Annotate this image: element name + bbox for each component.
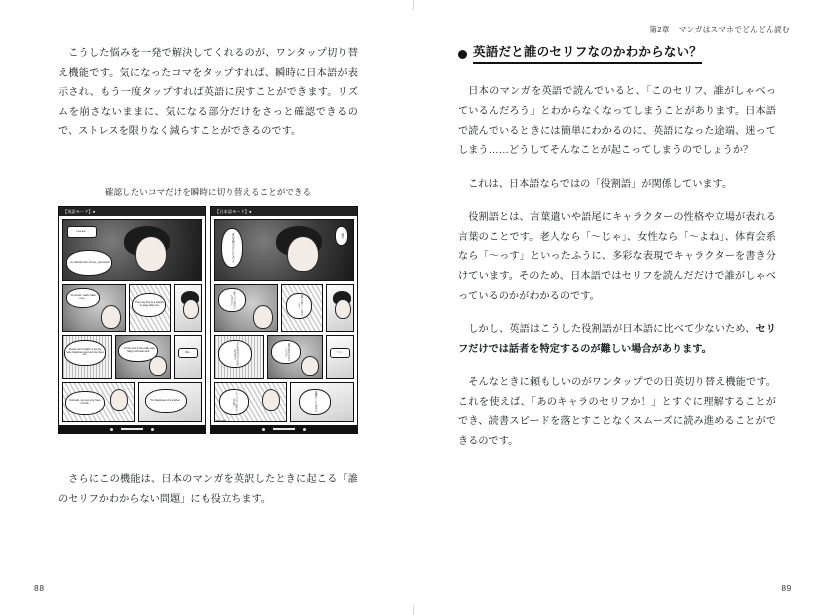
manga-comparison <box>58 206 358 434</box>
manga-panel <box>214 284 278 332</box>
paragraph: 日本のマンガを英語で読んでいると、「このセリフ、誰がしゃべっているんだろう」とわからなくなってしまうことがあります。日本語で読んでいるときには簡単にわかるのに、英語になった途端、迷ってしまう……どうしてそんなことが起こってしまうのでしょうか？ <box>458 86 776 157</box>
phone-foot-label: Lies are… <box>214 419 230 423</box>
speech-bubble: ふつうは一度きりの人生 <box>219 389 249 415</box>
manga-panel <box>267 335 323 379</box>
speech-bubble: 私だって幸せになりたい <box>218 288 246 312</box>
paragraph: さらにこの機能は、日本のマンガを英訳したときに起こる「誰のセリフかわからない問題」にも役立ちます。 <box>58 474 358 505</box>
speech-bubble: You know I really make love... <box>66 288 100 308</box>
phone-status-label-japanese: 【日本語モード】● <box>215 208 252 214</box>
speech-bubble: 彼女が幸せならいいのに <box>271 340 301 364</box>
manga-panel <box>138 382 202 422</box>
phone-status-bar-japanese <box>211 207 357 216</box>
speech-bubble: ...an ultimate form of love, you know? <box>66 250 112 276</box>
manga-panel <box>214 382 287 422</box>
phone-english-mode <box>58 206 206 434</box>
running-header-title: マンガはスマホでどんどん読む <box>678 25 790 34</box>
speech-bubble: 愛の究極のかたちなのよ <box>221 228 243 268</box>
speech-bubble: People don't realise it, but we have happiness and our own lives too. <box>64 340 106 366</box>
manga-panel <box>62 335 112 379</box>
manga-panel <box>326 335 354 379</box>
speech-bubble: They say they're a happily on page after just. <box>132 293 166 317</box>
left-page-text-column-lower <box>58 470 358 523</box>
manga-figure <box>58 186 358 434</box>
phone-nav-bar-japanese <box>211 425 357 433</box>
running-header-chapter: 第2章 <box>649 25 670 34</box>
right-page <box>413 0 826 615</box>
manga-panels-japanese <box>211 216 357 425</box>
paragraph-with-emphasis <box>458 320 776 359</box>
manga-panel <box>281 284 323 332</box>
phone-japanese-mode <box>210 206 358 434</box>
paragraph-lead: しかし、英語はこうした役割語が日本語に比べて少ないため、 <box>468 324 756 336</box>
phone-nav-dot <box>303 428 306 431</box>
manga-panel <box>62 284 126 332</box>
manga-panel <box>129 284 171 332</box>
phone-nav-dot <box>110 428 113 431</box>
running-header <box>649 24 790 35</box>
phone-nav-dot <box>151 428 154 431</box>
speech-bubble: みんな自分の人生があるのよ <box>218 340 252 368</box>
speech-bubble: ...it'd be nice if she really was happy and was wed. <box>118 340 158 362</box>
speech-bubble: でも… <box>330 348 350 358</box>
manga-panels-english <box>59 216 205 425</box>
section-heading-text: 英語だと誰のセリフなのかわからない？ <box>473 44 702 64</box>
manga-panel <box>115 335 171 379</box>
page-number-right: 89 <box>781 583 792 593</box>
paragraph-emphasis: セリフだけでは話者を特定するのが難しい場合があります。 <box>458 324 776 355</box>
speech-bubble: 嘘は <box>335 226 348 246</box>
manga-panel <box>214 219 354 281</box>
manga-panel <box>62 382 135 422</box>
manga-panel <box>326 284 354 332</box>
manga-panel <box>174 284 202 332</box>
page-number-left: 88 <box>34 583 45 593</box>
phone-status-bar-english <box>59 207 205 216</box>
speech-bubble: The happiness of a mother... <box>145 389 187 413</box>
paragraph: 役割語とは、言葉遣いや語尾にキャラクターの性格や立場が表れる言葉のことです。老人なら「～じゃ」、女性なら「～よね」、体育会系なら「～っす」といったふうに、多彩な表現でキャラクターを書き分けています。そのため、日本語ではセリフを読んだだけで誰がしゃべっているのかがわかるのです。 <box>458 212 776 302</box>
paragraph: これは、日本語ならではの「役割語」が関係しています。 <box>468 178 733 190</box>
manga-panel <box>214 335 264 379</box>
speech-bubble: But... <box>178 348 198 358</box>
phone-nav-bar <box>121 428 143 430</box>
phone-status-label-english: 【英語モード】● <box>63 208 96 214</box>
manga-panel <box>62 219 202 281</box>
speech-bubble: Normally, you can only have one life. <box>65 391 105 415</box>
manga-panel <box>174 335 202 379</box>
speech-bubble: 母親としての幸せ <box>299 389 331 415</box>
phone-nav-bar <box>273 428 295 430</box>
phone-nav-dot <box>262 428 265 431</box>
speech-bubble: 彼らはすごく幸せそう <box>286 293 312 319</box>
speech-bubble: Lies are... <box>67 226 97 238</box>
phone-nav-bar-english <box>59 425 205 433</box>
paragraph: そんなときに頼もしいのがワンタップでの日英切り替え機能です。これを使えば、「あのキャラのセリフか！」とすぐに理解することができ、読書スピードを落とすことなくスムーズに読み進めることができるのです。 <box>458 377 776 448</box>
section-heading <box>458 44 776 64</box>
paragraph: こうした悩みを一発で解決してくれるのが、ワンタップ切り替え機能です。気になったコマをタップすれば、瞬時に日本語が表示され、もう一度タップすれば英語に戻すことができます。リズムを崩さないままに、気になる部分だけをさっと確認できるので、ストレスを限りなく減らすことができるのです。 <box>58 48 358 138</box>
right-page-text-column <box>458 44 776 615</box>
manga-panel <box>290 382 354 422</box>
bullet-icon <box>458 50 467 59</box>
figure-caption: 確認したいコマだけを瞬時に切り替えることができる <box>104 187 312 197</box>
